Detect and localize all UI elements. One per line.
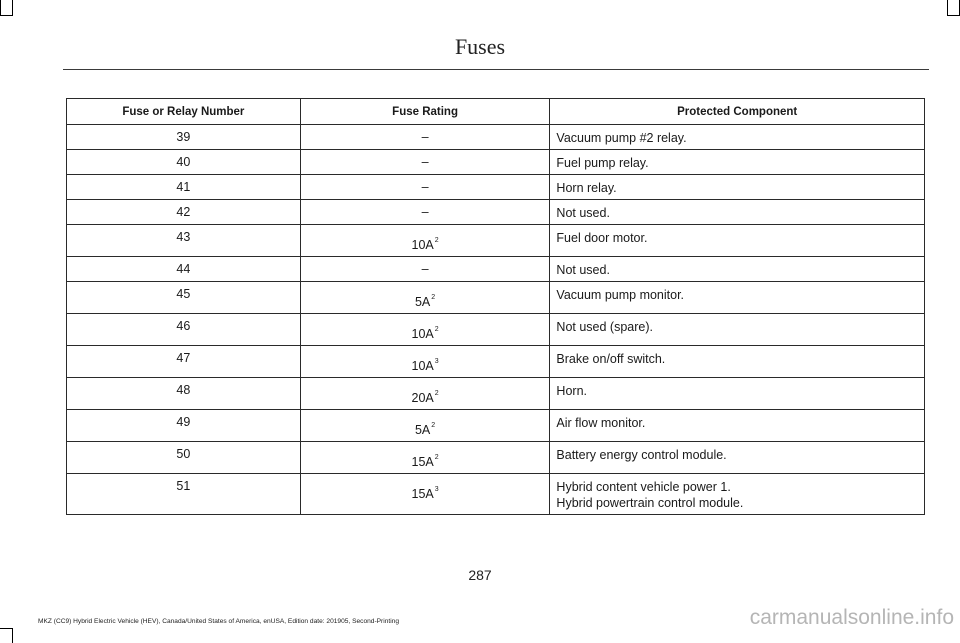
protected-component-cell <box>550 257 925 282</box>
crop-mark <box>0 0 1 15</box>
fuse-number-cell: 49 <box>67 410 301 442</box>
table-row <box>67 175 925 200</box>
table-row <box>67 378 925 410</box>
table-row <box>67 150 925 175</box>
fuse-rating-value <box>301 282 550 309</box>
crop-mark <box>12 628 13 643</box>
protected-component-text: Hybrid powertrain control module. <box>556 496 744 510</box>
crop-mark <box>947 15 960 16</box>
fuse-rating-cell <box>300 225 550 257</box>
protected-component-cell <box>550 175 925 200</box>
fuse-rating-text: 10A <box>411 359 434 373</box>
fuse-rating-text: – <box>421 180 429 194</box>
fuse-rating-value <box>301 442 550 469</box>
protected-component-text: Fuel pump relay. <box>556 156 649 170</box>
fuse-rating-value <box>301 257 550 276</box>
protected-component-text: Not used. <box>556 263 610 277</box>
crop-mark <box>0 15 13 16</box>
protected-component-text: Not used (spare). <box>556 320 653 334</box>
page-title: Fuses <box>454 34 506 59</box>
protected-component-text: Horn. <box>556 384 587 398</box>
fuse-rating-cell <box>300 150 550 175</box>
protected-component-cell <box>550 282 925 314</box>
fuse-number-cell: 51 <box>67 474 301 515</box>
fuse-number-cell: 41 <box>67 175 301 200</box>
fuse-rating-cell <box>300 442 550 474</box>
footnote-marker: 2 <box>434 326 439 333</box>
fuse-rating-value <box>301 474 550 501</box>
fuse-rating-value <box>301 175 550 194</box>
protected-component-text: Brake on/off switch. <box>556 352 666 366</box>
fuse-rating-text: 15A <box>411 487 434 501</box>
protected-component-cell <box>550 314 925 346</box>
protected-component-cell <box>550 125 925 150</box>
footnote-marker: 3 <box>434 358 439 365</box>
fuse-number-cell: 47 <box>67 346 301 378</box>
table-row <box>67 442 925 474</box>
protected-component-cell <box>550 150 925 175</box>
table-row <box>67 125 925 150</box>
fuse-rating-cell <box>300 175 550 200</box>
fuse-rating-value <box>301 200 550 219</box>
table-body <box>67 125 925 515</box>
fuse-number-cell: 46 <box>67 314 301 346</box>
footnote-marker: 2 <box>434 390 439 397</box>
fuse-rating-cell <box>300 410 550 442</box>
protected-component-text: Vacuum pump monitor. <box>556 288 685 302</box>
fuse-rating-text: 20A <box>411 391 434 405</box>
edition-footer: MKZ (CC9) Hybrid Electric Vehicle (HEV), Canada/United States of America, enUSA, Edition date: 201905, Second-Printing <box>38 618 399 625</box>
fuse-number-cell: 48 <box>67 378 301 410</box>
fuse-rating-value <box>301 410 550 437</box>
table-row <box>67 200 925 225</box>
column-header-number: Fuse or Relay Number <box>67 99 301 125</box>
fuse-rating-text: – <box>421 205 429 219</box>
fuse-rating-cell <box>300 474 550 515</box>
fuse-rating-cell <box>300 378 550 410</box>
fuse-rating-text: 5A <box>414 423 431 437</box>
protected-component-cell <box>550 225 925 257</box>
fuse-rating-cell <box>300 125 550 150</box>
protected-component-text: Not used. <box>556 206 610 220</box>
protected-component-text: Vacuum pump #2 relay. <box>556 131 687 145</box>
fuse-rating-text: – <box>421 262 429 276</box>
crop-mark <box>12 0 13 15</box>
protected-component-cell <box>550 346 925 378</box>
footnote-marker: 3 <box>434 486 439 493</box>
fuse-rating-text: – <box>421 130 429 144</box>
watermark: carmanualsonline.info <box>749 606 954 629</box>
fuse-number-cell: 45 <box>67 282 301 314</box>
fuse-number-cell: 44 <box>67 257 301 282</box>
fuse-rating-value <box>301 346 550 373</box>
fuse-rating-cell <box>300 282 550 314</box>
fuse-number-cell: 40 <box>67 150 301 175</box>
crop-mark <box>947 0 948 15</box>
fuse-number-cell: 39 <box>67 125 301 150</box>
fuse-rating-cell <box>300 346 550 378</box>
table-header-row <box>67 99 925 125</box>
protected-component-text: Fuel door motor. <box>556 231 648 245</box>
protected-component-cell <box>550 442 925 474</box>
column-header-component: Protected Component <box>550 99 925 125</box>
fuse-rating-text: 5A <box>414 295 431 309</box>
table-row <box>67 346 925 378</box>
fuse-rating-text: 15A <box>411 455 434 469</box>
fuse-table <box>66 98 925 515</box>
fuse-rating-value <box>301 150 550 169</box>
protected-component-text: Horn relay. <box>556 181 617 195</box>
fuse-rating-text: – <box>421 155 429 169</box>
fuse-rating-cell <box>300 314 550 346</box>
fuse-number-cell: 50 <box>67 442 301 474</box>
table-row <box>67 314 925 346</box>
fuse-number-cell: 42 <box>67 200 301 225</box>
title-divider <box>63 69 929 70</box>
table-row <box>67 257 925 282</box>
fuse-rating-cell <box>300 200 550 225</box>
fuse-rating-value <box>301 314 550 341</box>
protected-component-text: Air flow monitor. <box>556 416 646 430</box>
footnote-marker: 2 <box>431 422 436 429</box>
protected-component-cell <box>550 200 925 225</box>
page-number: 287 <box>468 567 492 583</box>
column-header-rating: Fuse Rating <box>300 99 550 125</box>
fuse-rating-cell <box>300 257 550 282</box>
table-row <box>67 410 925 442</box>
table-row <box>67 282 925 314</box>
table-row <box>67 225 925 257</box>
protected-component-cell <box>550 474 925 515</box>
protected-component-text: Hybrid content vehicle power 1. <box>556 480 731 494</box>
footnote-marker: 2 <box>434 454 439 461</box>
fuse-rating-text: 10A <box>411 327 434 341</box>
fuse-number-cell: 43 <box>67 225 301 257</box>
footnote-marker: 2 <box>431 294 436 301</box>
protected-component-cell <box>550 410 925 442</box>
fuse-rating-text: 10A <box>411 238 434 252</box>
footnote-marker: 2 <box>434 237 439 244</box>
table-row <box>67 474 925 515</box>
fuse-rating-value <box>301 225 550 252</box>
fuse-rating-value <box>301 378 550 405</box>
protected-component-cell <box>550 378 925 410</box>
protected-component-text: Battery energy control module. <box>556 448 727 462</box>
fuse-rating-value <box>301 125 550 144</box>
